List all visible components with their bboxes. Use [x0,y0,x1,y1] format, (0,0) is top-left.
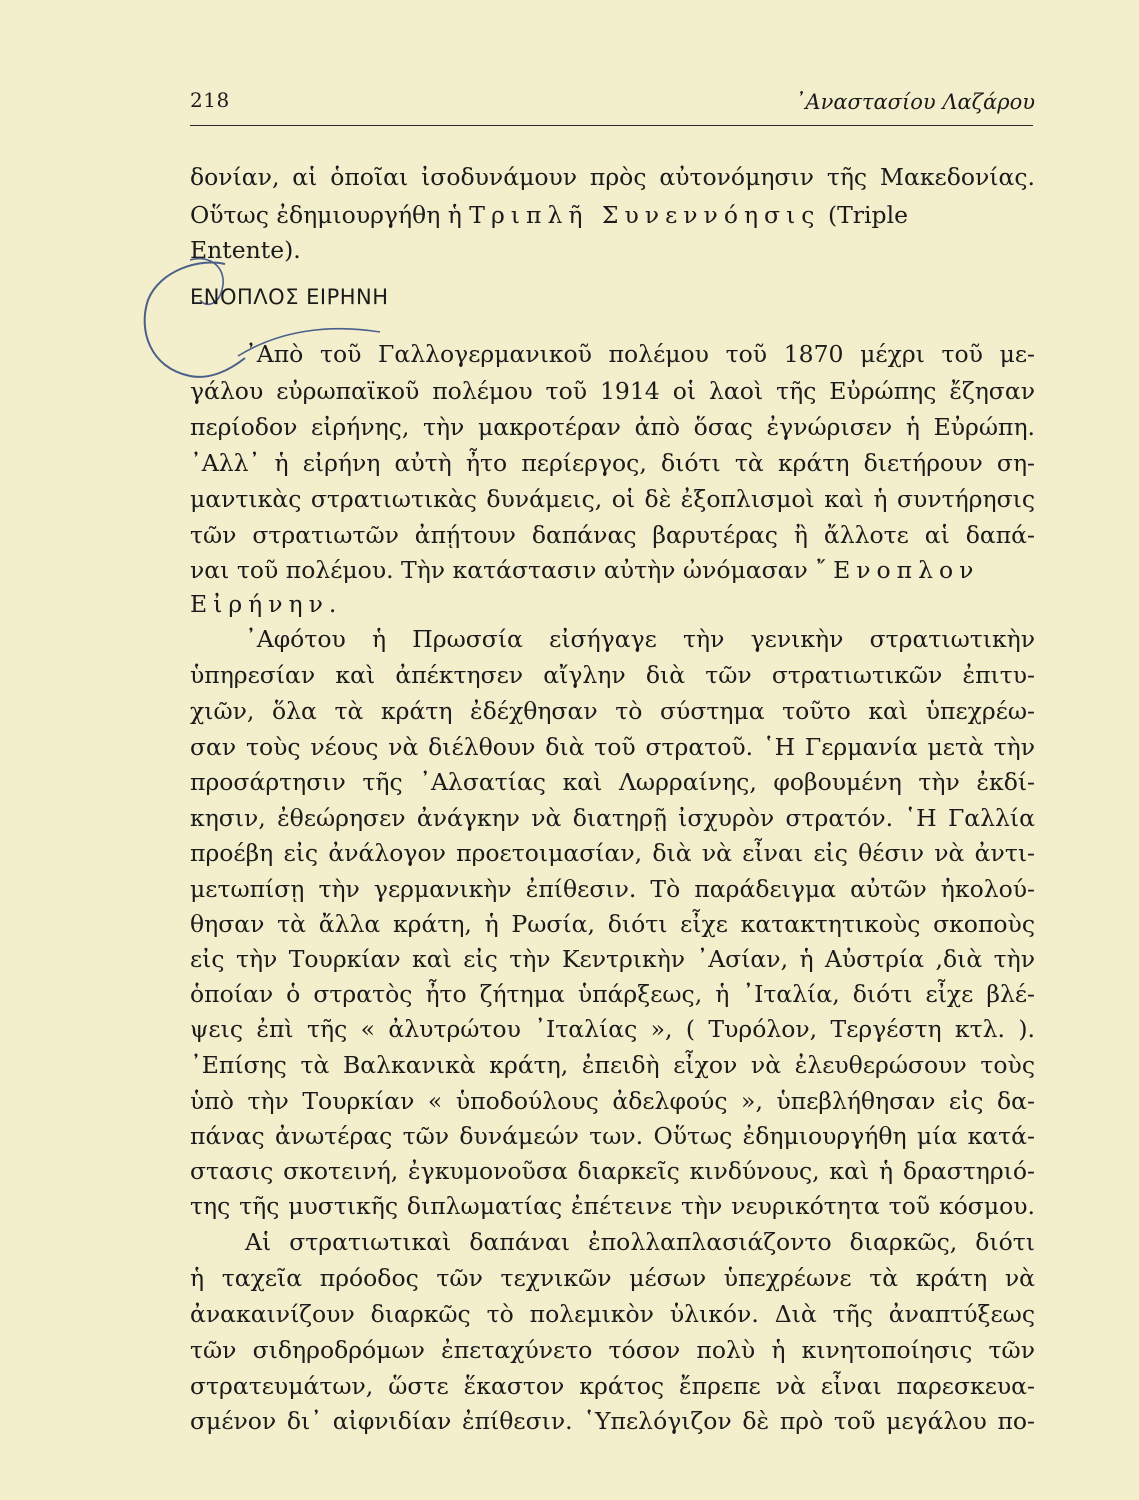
spaced-term: ῎Ενοπλον [815,556,980,584]
paragraph-3-line: ὑπὸ τὴν Τουρκίαν « ὑποδούλους ἀδελφούς », ὑπεβλήθησαν εἰς δα- [190,1087,1035,1115]
paragraph-4-line: Αἱ στρατιωτικαὶ δαπάναι ἐπολλαπλασιάζοντο διαρκῶς, διότι [245,1228,1035,1256]
paragraph-2-line: τῶν στρατιωτῶν ἀπῄτουν δαπάνας βαρυτέρας ἢ ἄλλοτε αἱ δαπά- [190,521,1035,549]
paragraph-4-line: σμένον δι᾿ αἰφνιδίαν ἐπίθεσιν. ῾Υπελόγιζον δὲ πρὸ τοῦ μεγάλου πο- [190,1407,1035,1435]
paragraph-4-line: στρατευμάτων, ὥστε ἕκαστον κράτος ἔπρεπε νὰ εἶναι παρεσκευα- [190,1372,1035,1400]
paragraph-2-line [190,585,1035,623]
paragraph-4-line: ἀνακαινίζουν διαρκῶς τὸ πολεμικὸν ὑλικόν. Διὰ τῆς ἀναπτύξεως [190,1300,1035,1328]
spaced-term: Τριπλῆ Συνεννόησις [469,201,821,229]
text-run: (Triple [820,201,908,229]
paragraph-3-line: μετωπίσῃ τὴν γερμανικὴν ἐπίθεσιν. Τὸ παράδειγμα αὐτῶν ἠκολού- [190,875,1035,903]
paragraph-4-line: τῶν σιδηροδρόμων ἐπεταχύνετο τόσον πολὺ ἡ κινητοποίησις τῶν [190,1336,1035,1364]
paragraph-3-line: στασις σκοτεινή, ἐγκυμονοῦσα διαρκεῖς κινδύνους, καὶ ἡ δραστηριό- [190,1157,1035,1185]
paragraph-3-line: ψεις ἐπὶ τῆς « ἀλυτρώτου ᾿Ιταλίας », ( Τυρόλον, Τεργέστη κτλ. ). [190,1015,1035,1043]
paragraph-3-line: της τῆς μυστικῆς διπλωματίας ἐπέτεινε τὴν νευρικότητα τοῦ κόσμου. [190,1192,1035,1220]
paragraph-1-line-2 [190,196,1035,234]
paragraph-2-line: περίοδον εἰρήνης, τὴν μακροτέραν ἀπὸ ὅσας ἐγνώρισεν ἡ Εὐρώπη. [190,413,1035,441]
page-number: 218 [190,88,230,112]
paragraph-3-line: πάνας ἀνωτέρας τῶν δυνάμεών των. Οὕτως ἐδημιουργήθη μία κατά- [190,1122,1035,1150]
paragraph-3-line: ᾿Επίσης τὰ Βαλκανικὰ κράτη, ἐπειδὴ εἶχον νὰ ἐλευθερώσουν τοὺς [190,1051,1035,1079]
paragraph-3-line: ὑπηρεσίαν καὶ ἀπέκτησεν αἴγλην διὰ τῶν στρατιωτικῶν ἐπιτυ- [190,661,1035,689]
paragraph-2-line: ᾿Απὸ τοῦ Γαλλογερμανικοῦ πολέμου τοῦ 1870 μέχρι τοῦ με- [245,340,1035,368]
paragraph-3-line: κησιν, ἐθεώρησεν ἀνάγκην νὰ διατηρῇ ἰσχυρὸν στρατόν. ῾Η Γαλλία [190,804,1035,832]
running-head: ᾿Αναστασίου Λαζάρου [794,90,1035,114]
text-run: Οὕτως ἐδημιουργήθη ἡ [190,201,470,229]
paragraph-3-line: προέβη εἰς ἀνάλογον προετοιμασίαν, διὰ νὰ εἶναι εἰς θέσιν νὰ ἀντι- [190,839,1035,867]
paragraph-1-line-1: δονίαν, αἱ ὁποῖαι ἰσοδυνάμουν πρὸς αὐτονόμησιν τῆς Μακεδονίας. [190,163,1035,191]
paragraph-3-line: χιῶν, ὅλα τὰ κράτη ἐδέχθησαν τὸ σύστημα τοῦτο καὶ ὑπεχρέω- [190,697,1035,725]
paragraph-3-line: θησαν τὰ ἄλλα κράτη, ἡ Ρωσία, διότι εἶχε κατακτητικοὺς σκοποὺς [190,910,1035,938]
paragraph-3-line: εἰς τὴν Τουρκίαν καὶ εἰς τὴν Κεντρικὴν ᾿Ασίαν, ἡ Αὐστρία ,διὰ τὴν [190,945,1035,973]
paragraph-3-line: ᾿Αφότου ἡ Πρωσσία εἰσήγαγε τὴν γενικὴν στρατιωτικὴν [245,625,1035,653]
paragraph-2-line: μαντικὰς στρατιωτικὰς δυνάμεις, οἱ δὲ ἐξοπλισμοὶ καὶ ἡ συντήρησις [190,485,1035,513]
spaced-term: Εἰρήνην. [190,590,343,618]
header-rule [190,125,1033,126]
paragraph-2-line: ᾿Αλλ᾿ ἡ εἰρήνη αὐτὴ ἦτο περίεργος, διότι τὰ κράτη διετήρουν ση- [190,449,1035,477]
section-heading: ΕΝΟΠΛΟΣ ΕΙΡΗΝΗ [190,285,389,309]
text-run: ναι τοῦ πολέμου. Τὴν κατάστασιν αὐτὴν ὠνόμασαν [190,556,816,584]
page-header [190,86,1035,126]
paragraph-2-line [190,551,1035,589]
paragraph-1-line-3: Entente). [190,236,301,264]
paragraph-3-line: ὁποίαν ὁ στρατὸς ἦτο ζήτημα ὑπάρξεως, ἡ ᾿Ιταλία, διότι εἶχε βλέ- [190,980,1035,1008]
paragraph-2-line: γάλου εὐρωπαϊκοῦ πολέμου τοῦ 1914 οἱ λαοὶ τῆς Εὐρώπης ἔζησαν [190,377,1035,405]
paragraph-3-line: προσάρτησιν τῆς ᾿Αλσατίας καὶ Λωρραίνης, φοβουμένη τὴν ἐκδί- [190,768,1035,796]
paragraph-3-line: σαν τοὺς νέους νὰ διέλθουν διὰ τοῦ στρατοῦ. ῾Η Γερμανία μετὰ τὴν [190,733,1035,761]
paragraph-4-line: ἡ ταχεῖα πρόοδος τῶν τεχνικῶν μέσων ὑπεχρέωνε τὰ κράτη νὰ [190,1264,1035,1292]
